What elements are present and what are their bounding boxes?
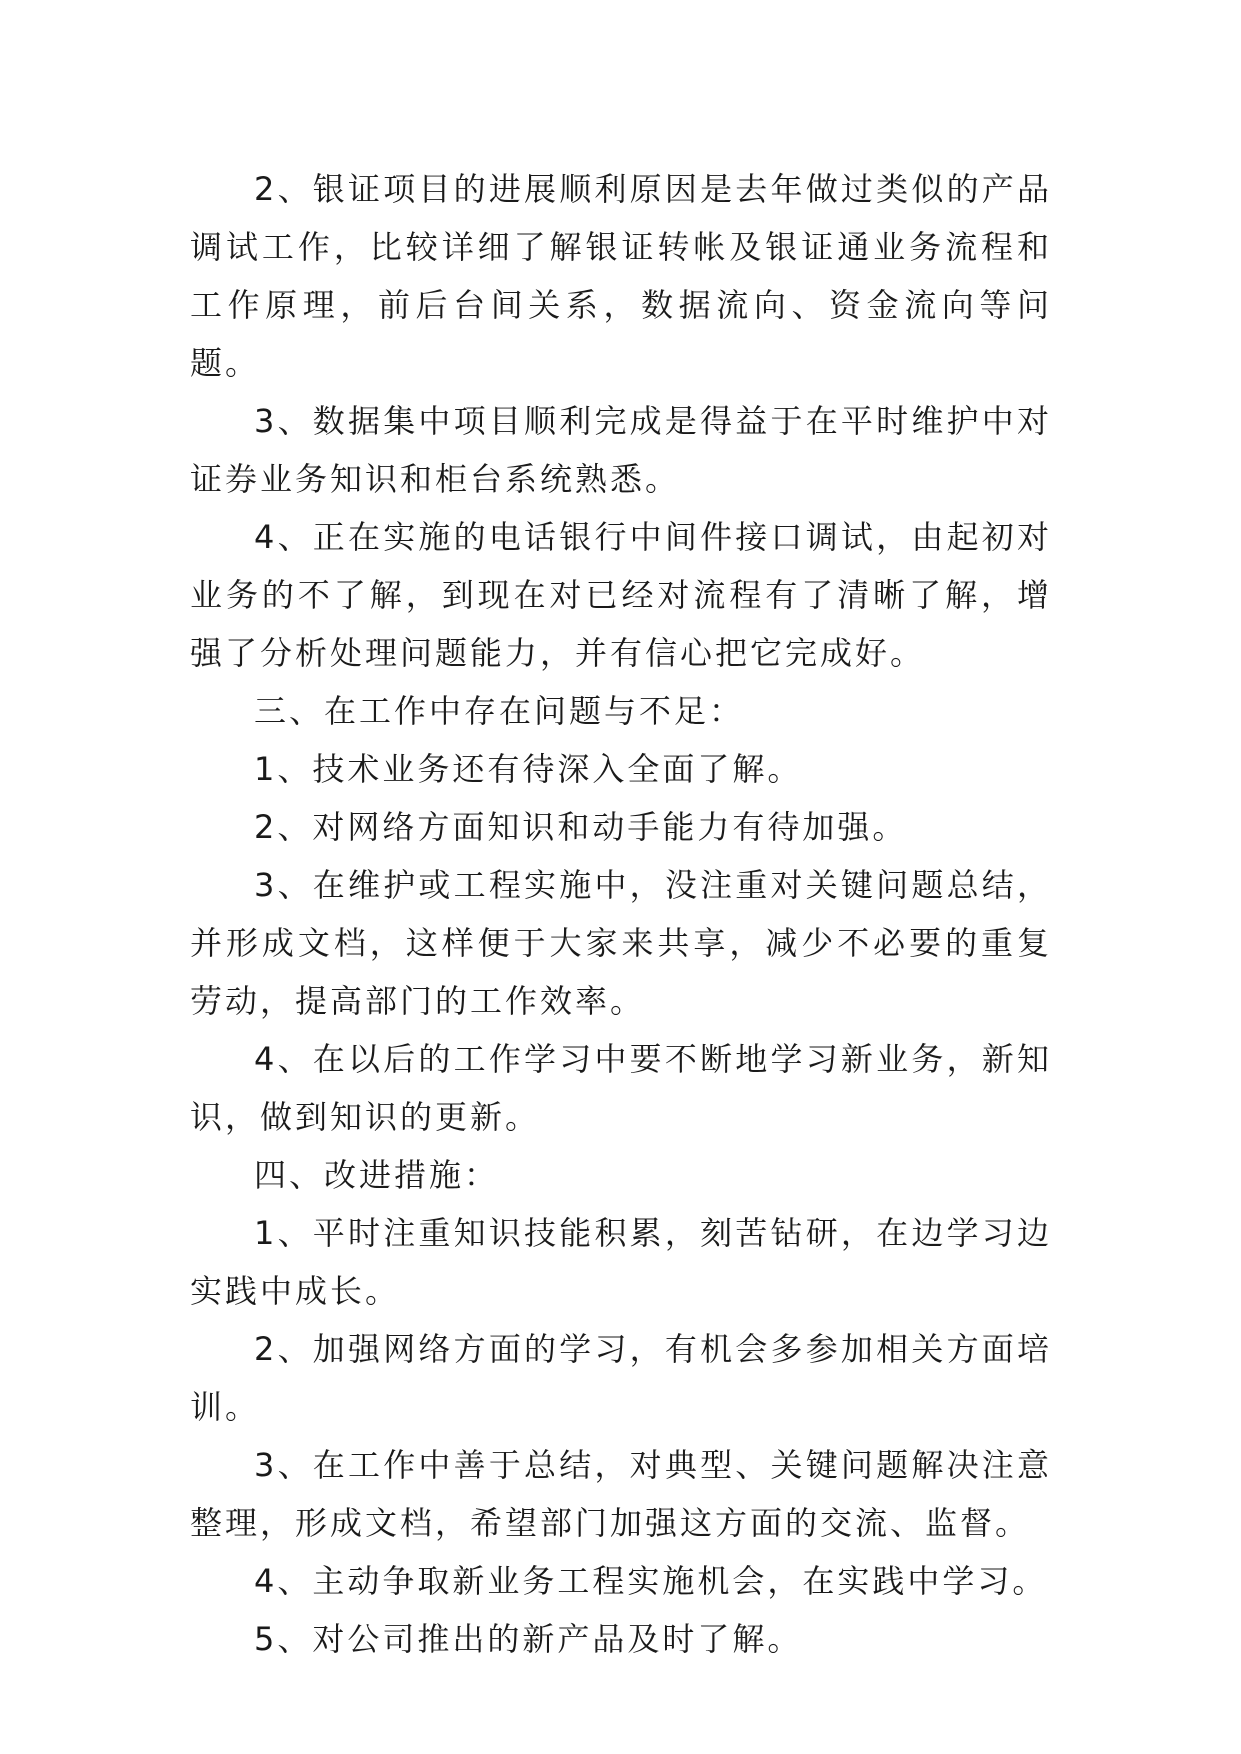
section-heading: 四、改进措施： xyxy=(254,1156,500,1194)
paragraph: 2、加强网络方面的学习，有机会多参加相关方面培训。 xyxy=(190,1330,1052,1426)
section-heading: 三、在工作中存在问题与不足： xyxy=(254,692,745,730)
paragraph: 2、银证项目的进展顺利原因是去年做过类似的产品调试工作，比较详细了解银证转帐及银证通业务流程和工作原理，前后台间关系，数据流向、资金流向等问题。 xyxy=(190,170,1052,382)
paragraph: 1、技术业务还有待深入全面了解。 xyxy=(254,750,803,788)
paragraph: 3、数据集中项目顺利完成是得益于在平时维护中对证券业务知识和柜台系统熟悉。 xyxy=(190,402,1052,498)
paragraph: 1、平时注重知识技能积累，刻苦钻研，在边学习边实践中成长。 xyxy=(190,1214,1052,1310)
paragraph: 4、正在实施的电话银行中间件接口调试，由起初对业务的不了解，到现在对已经对流程有了清晰了解，增强了分析处理问题能力，并有信心把它完成好。 xyxy=(190,518,1052,672)
paragraph: 2、对网络方面知识和动手能力有待加强。 xyxy=(254,808,908,846)
paragraph: 4、在以后的工作学习中要不断地学习新业务，新知识，做到知识的更新。 xyxy=(190,1040,1052,1136)
document-body xyxy=(190,160,1052,1668)
paragraph: 5、对公司推出的新产品及时了解。 xyxy=(254,1620,803,1658)
paragraph: 4、主动争取新业务工程实施机会，在实践中学习。 xyxy=(254,1562,1048,1600)
paragraph: 3、在维护或工程实施中，没注重对关键问题总结，并形成文档，这样便于大家来共享，减少不必要的重复劳动，提高部门的工作效率。 xyxy=(190,866,1052,1020)
paragraph: 3、在工作中善于总结，对典型、关键问题解决注意整理，形成文档，希望部门加强这方面的交流、监督。 xyxy=(190,1446,1052,1542)
